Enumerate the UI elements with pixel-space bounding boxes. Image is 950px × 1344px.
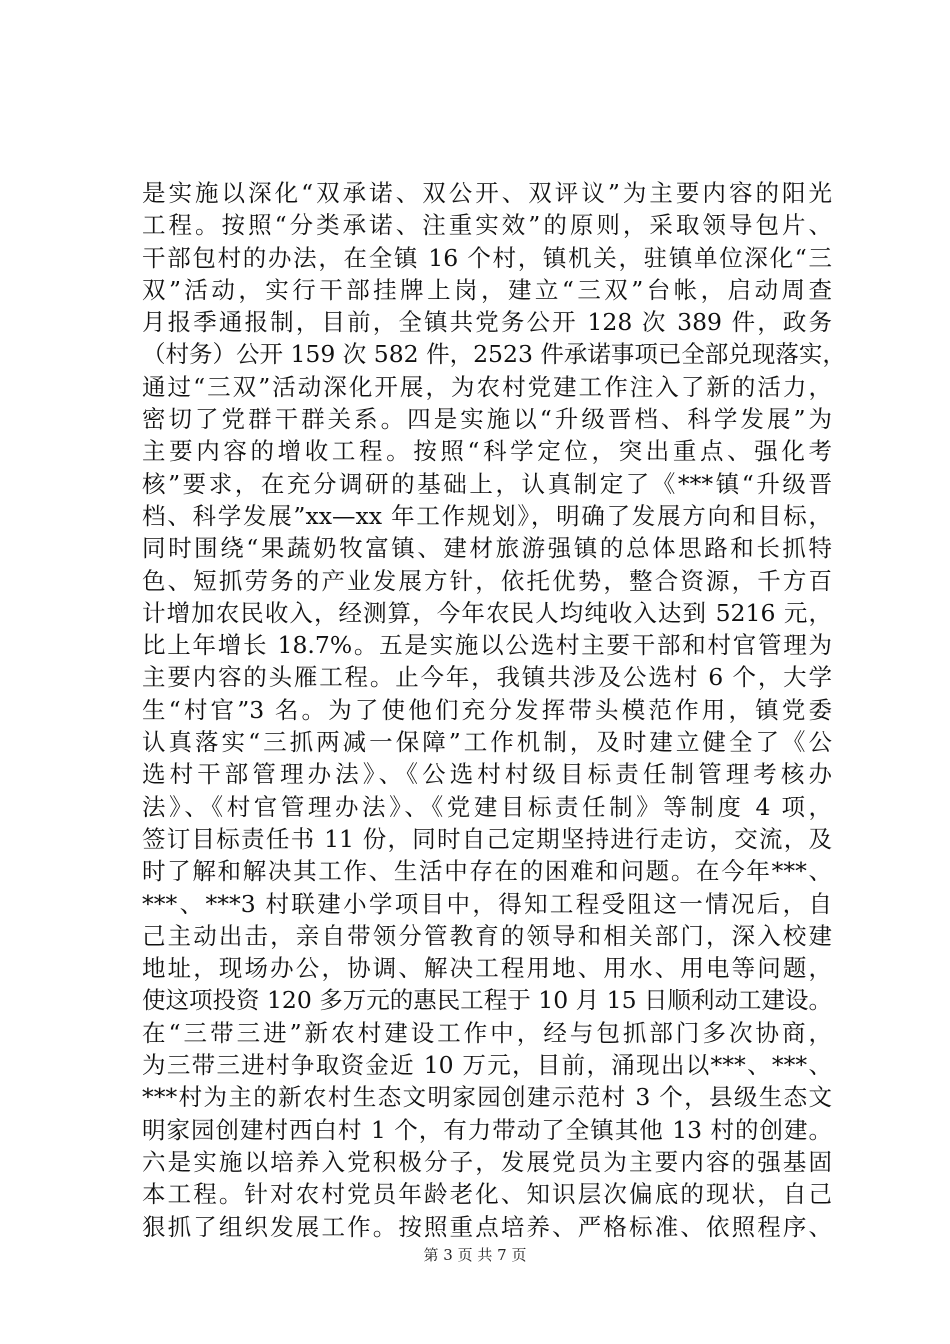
text-line: 在“三带三进”新农村建设工作中，经与包抓部门多次协商， bbox=[142, 1018, 832, 1047]
text-line: 干部包村的办法，在全镇 16 个村，镇机关，驻镇单位深化“三 bbox=[142, 243, 832, 272]
text-line: 是实施以深化“双承诺、双公开、双评议”为主要内容的阳光 bbox=[142, 179, 832, 207]
text-line: 计增加农民收入，经测算，今年农民人均纯收入达到 5216 元， bbox=[142, 598, 832, 627]
text-line: 通过“三双”活动深化开展，为农村党建工作注入了新的活力， bbox=[142, 372, 832, 401]
text-line: 档、科学发展”xx—xx 年工作规划》，明确了发展方向和目标， bbox=[142, 501, 832, 530]
text-line: 六是实施以培养入党积极分子，发展党员为主要内容的强基固 bbox=[142, 1147, 832, 1176]
document-body bbox=[142, 177, 846, 1243]
text-line: 密切了党群干群关系。四是实施以“升级晋档、科学发展”为 bbox=[142, 405, 832, 434]
text-line: 双”活动，实行干部挂牌上岗，建立“三双”台帐，启动周查 bbox=[142, 275, 832, 304]
text-line: （村务）公开 159 次 582 件，2523 件承诺事项已全部兑现落实， bbox=[142, 340, 846, 369]
text-line: 主要内容的增收工程。按照“科学定位，突出重点、强化考 bbox=[142, 437, 832, 466]
text-line: 时了解和解决其工作、生活中存在的困难和问题。在今年***、 bbox=[142, 857, 832, 886]
text-line: 签订目标责任书 11 份，同时自己定期坚持进行走访，交流，及 bbox=[142, 824, 832, 853]
text-line: 地址，现场办公，协调、解决工程用地、用水、用电等问题， bbox=[142, 954, 832, 983]
text-line: 本工程。针对农村党员年龄老化、知识层次偏底的现状，自己 bbox=[142, 1180, 832, 1209]
text-line: 工程。按照“分类承诺、注重实效”的原则，采取领导包片、 bbox=[142, 211, 832, 240]
text-line: 狠抓了组织发展工作。按照重点培养、严格标准、依照程序、 bbox=[142, 1212, 832, 1241]
text-line: ***村为主的新农村生态文明家园创建示范村 3 个，县级生态文 bbox=[142, 1083, 832, 1112]
text-line: 法》、《村官管理办法》、《党建目标责任制》等制度 4 项， bbox=[142, 792, 832, 821]
text-line: 核”要求，在充分调研的基础上，认真制定了《***镇“升级晋 bbox=[142, 469, 832, 498]
text-line: 生“村官”3 名。为了使他们充分发挥带头模范作用，镇党委 bbox=[142, 695, 832, 724]
text-line: 月报季通报制，目前，全镇共党务公开 128 次 389 件，政务 bbox=[142, 308, 832, 337]
text-line: 主要内容的头雁工程。止今年，我镇共涉及公选村 6 个，大学 bbox=[142, 663, 832, 692]
text-line: 比上年增长 18.7%。五是实施以公选村主要干部和村官管理为 bbox=[142, 631, 832, 660]
text-line: 选村干部管理办法》、《公选村村级目标责任制管理考核办 bbox=[142, 760, 832, 789]
text-line: 己主动出击，亲自带领分管教育的领导和相关部门，深入校建 bbox=[142, 921, 832, 950]
text-line: 使这项投资 120 多万元的惠民工程于 10 月 15 日顺利动工建设。 bbox=[142, 986, 832, 1015]
text-line: 认真落实“三抓两减一保障”工作机制，及时建立健全了《公 bbox=[142, 728, 832, 757]
text-line: 同时围绕“果蔬奶牧富镇、建材旅游强镇的总体思路和长抓特 bbox=[142, 534, 832, 563]
text-line: 色、短抓劳务的产业发展方针，依托优势，整合资源，千方百 bbox=[142, 566, 832, 595]
text-line: 明家园创建村西白村 1 个，有力带动了全镇其他 13 村的创建。 bbox=[142, 1115, 832, 1144]
page-footer: 第 3 页 共 7 页 bbox=[423, 1246, 527, 1264]
text-line: 为三带三进村争取资金近 10 万元，目前，涌现出以***、***、 bbox=[142, 1051, 832, 1080]
text-line: ***、***3 村联建小学项目中，得知工程受阻这一情况后，自 bbox=[142, 889, 832, 918]
